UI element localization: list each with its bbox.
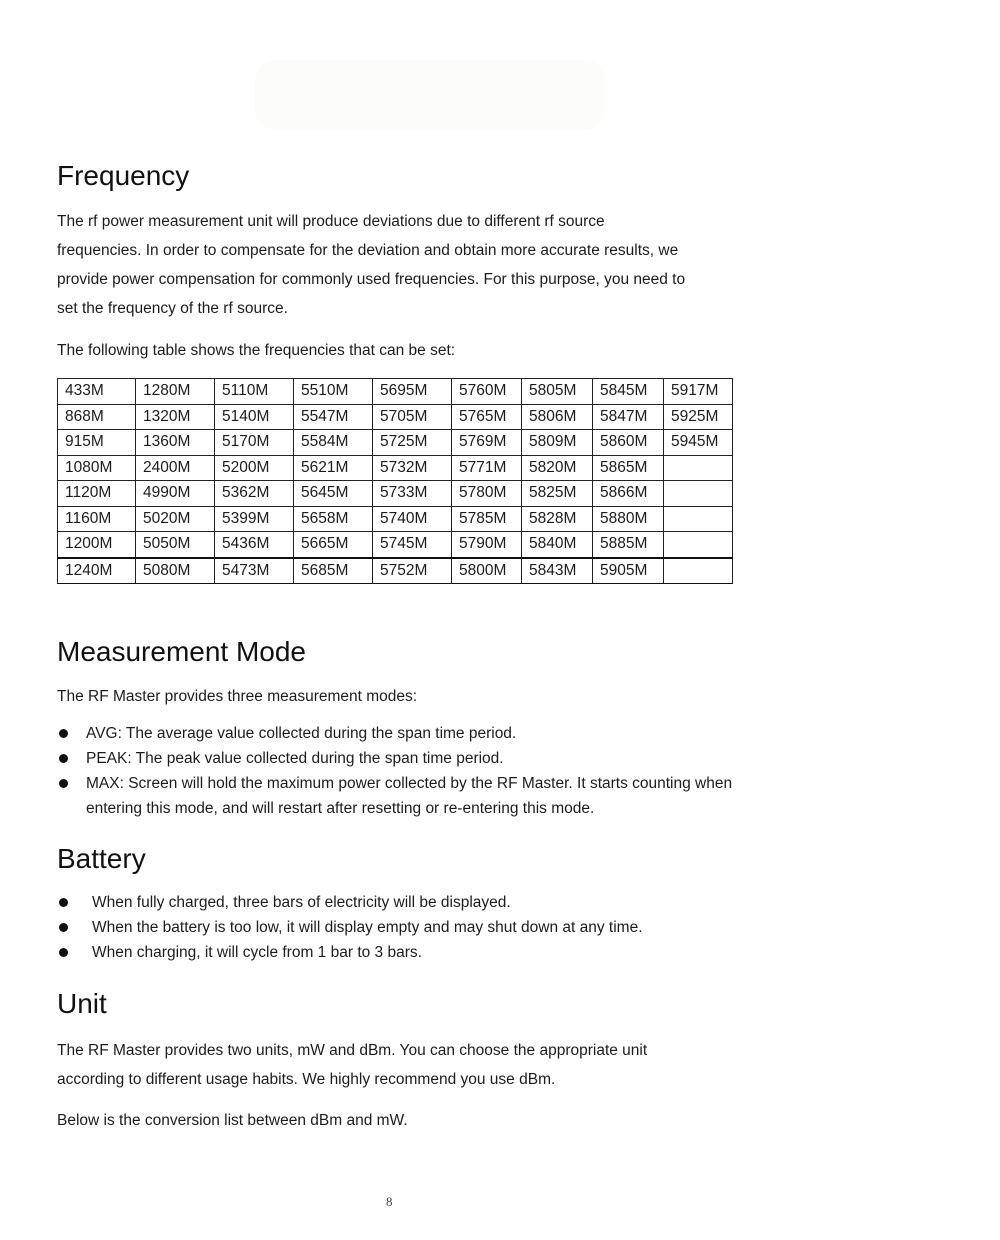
table-cell: 5170M	[215, 430, 294, 456]
bullet-icon	[59, 948, 68, 957]
table-cell	[664, 532, 733, 558]
table-cell: 5745M	[373, 532, 452, 558]
table-cell: 5584M	[294, 430, 373, 456]
table-cell: 5917M	[664, 379, 733, 405]
table-cell: 5080M	[136, 558, 215, 584]
table-cell: 5436M	[215, 532, 294, 558]
table-cell: 5790M	[452, 532, 522, 558]
table-cell: 4990M	[136, 481, 215, 507]
paragraph-line: according to different usage habits. We highly recommend you use dBm.	[57, 1071, 556, 1088]
table-intro: The following table shows the frequencies that can be set:	[57, 342, 456, 359]
frequency-table	[57, 378, 733, 584]
table-cell: 5885M	[593, 532, 664, 558]
table-cell: 433M	[58, 379, 136, 405]
table-row	[58, 379, 733, 405]
table-cell: 5840M	[522, 532, 593, 558]
table-cell: 5362M	[215, 481, 294, 507]
table-cell: 5760M	[452, 379, 522, 405]
table-cell: 5473M	[215, 558, 294, 584]
table-cell: 5828M	[522, 506, 593, 532]
table-cell: 5865M	[593, 455, 664, 481]
heading-battery: Battery	[57, 843, 146, 874]
heading-frequency: Frequency	[57, 160, 190, 191]
list-item-peak: PEAK: The peak value collected during the span time period.	[57, 746, 756, 771]
list-item-avg: AVG: The average value collected during the span time period.	[57, 721, 756, 746]
table-row	[58, 532, 733, 558]
table-cell: 5925M	[664, 404, 733, 430]
table-cell: 1360M	[136, 430, 215, 456]
bullet-icon	[59, 898, 68, 907]
table-cell: 5843M	[522, 558, 593, 584]
table-cell: 5800M	[452, 558, 522, 584]
table-cell: 5665M	[294, 532, 373, 558]
table-cell: 5847M	[593, 404, 664, 430]
table-cell: 5805M	[522, 379, 593, 405]
table-cell: 5725M	[373, 430, 452, 456]
table-row	[58, 481, 733, 507]
table-cell: 1120M	[58, 481, 136, 507]
table-cell: 1080M	[58, 455, 136, 481]
table-cell: 5732M	[373, 455, 452, 481]
table-cell	[664, 455, 733, 481]
table-cell: 5769M	[452, 430, 522, 456]
table-cell: 5140M	[215, 404, 294, 430]
list-item: When the battery is too low, it will display empty and may shut down at any time.	[57, 915, 643, 940]
bullet-icon	[59, 779, 68, 788]
bullet-icon	[59, 923, 68, 932]
bullet-icon	[59, 729, 68, 738]
table-cell: 5740M	[373, 506, 452, 532]
table-cell: 5020M	[136, 506, 215, 532]
table-cell: 1320M	[136, 404, 215, 430]
table-cell: 5695M	[373, 379, 452, 405]
table-cell: 5860M	[593, 430, 664, 456]
table-row	[58, 455, 733, 481]
table-cell: 5780M	[452, 481, 522, 507]
battery-list	[57, 890, 643, 965]
table-cell	[664, 506, 733, 532]
table-cell	[664, 558, 733, 584]
table-cell: 5825M	[522, 481, 593, 507]
table-cell: 5733M	[373, 481, 452, 507]
table-cell: 5806M	[522, 404, 593, 430]
heading-unit: Unit	[57, 988, 107, 1019]
table-cell: 5880M	[593, 506, 664, 532]
table-row	[58, 506, 733, 532]
unit-paragraph	[57, 1036, 737, 1094]
table-row	[58, 404, 733, 430]
table-cell: 868M	[58, 404, 136, 430]
table-cell: 5050M	[136, 532, 215, 558]
table-cell: 915M	[58, 430, 136, 456]
list-item: When charging, it will cycle from 1 bar to 3 bars.	[57, 940, 643, 965]
table-cell: 5110M	[215, 379, 294, 405]
list-item: When fully charged, three bars of electricity will be displayed.	[57, 890, 643, 915]
table-cell: 2400M	[136, 455, 215, 481]
table-cell: 5945M	[664, 430, 733, 456]
table-cell: 5547M	[294, 404, 373, 430]
table-cell: 5752M	[373, 558, 452, 584]
paragraph-line: The RF Master provides two units, mW and dBm. You can choose the appropriate unit	[57, 1042, 648, 1059]
table-cell: 5866M	[593, 481, 664, 507]
frequency-paragraph	[57, 207, 737, 323]
table-row	[58, 558, 733, 584]
paragraph-line: The rf power measurement unit will produce deviations due to different rf source	[57, 213, 605, 230]
table-cell	[664, 481, 733, 507]
table-cell: 5765M	[452, 404, 522, 430]
paragraph-line: frequencies. In order to compensate for the deviation and obtain more accurate results, we	[57, 242, 679, 259]
table-cell: 5510M	[294, 379, 373, 405]
table-row	[58, 430, 733, 456]
table-cell: 5905M	[593, 558, 664, 584]
table-cell: 5658M	[294, 506, 373, 532]
table-cell: 5645M	[294, 481, 373, 507]
table-cell: 5621M	[294, 455, 373, 481]
measurement-mode-list	[57, 721, 756, 821]
page-number: 8	[386, 1194, 393, 1209]
table-cell: 5399M	[215, 506, 294, 532]
table-cell: 5771M	[452, 455, 522, 481]
table-cell: 5200M	[215, 455, 294, 481]
table-cell: 1240M	[58, 558, 136, 584]
paragraph-line: provide power compensation for commonly used frequencies. For this purpose, you need to	[57, 271, 686, 288]
list-item-max: MAX: Screen will hold the maximum power collected by the RF Master. It starts counting when entering this mode, and will restart after resetting or re-entering this mode.	[57, 771, 756, 821]
heading-measurement-mode: Measurement Mode	[57, 636, 307, 667]
table-cell: 1280M	[136, 379, 215, 405]
table-cell: 5845M	[593, 379, 664, 405]
bullet-icon	[59, 754, 68, 763]
table-cell: 1160M	[58, 506, 136, 532]
paragraph-line: set the frequency of the rf source.	[57, 300, 288, 317]
conversion-intro: Below is the conversion list between dBm and mW.	[57, 1112, 408, 1129]
table-cell: 5820M	[522, 455, 593, 481]
table-cell: 5685M	[294, 558, 373, 584]
faded-header-area	[255, 60, 605, 130]
measurement-mode-intro: The RF Master provides three measurement modes:	[57, 688, 418, 705]
table-cell: 5809M	[522, 430, 593, 456]
table-cell: 1200M	[58, 532, 136, 558]
table-cell: 5785M	[452, 506, 522, 532]
table-cell: 5705M	[373, 404, 452, 430]
